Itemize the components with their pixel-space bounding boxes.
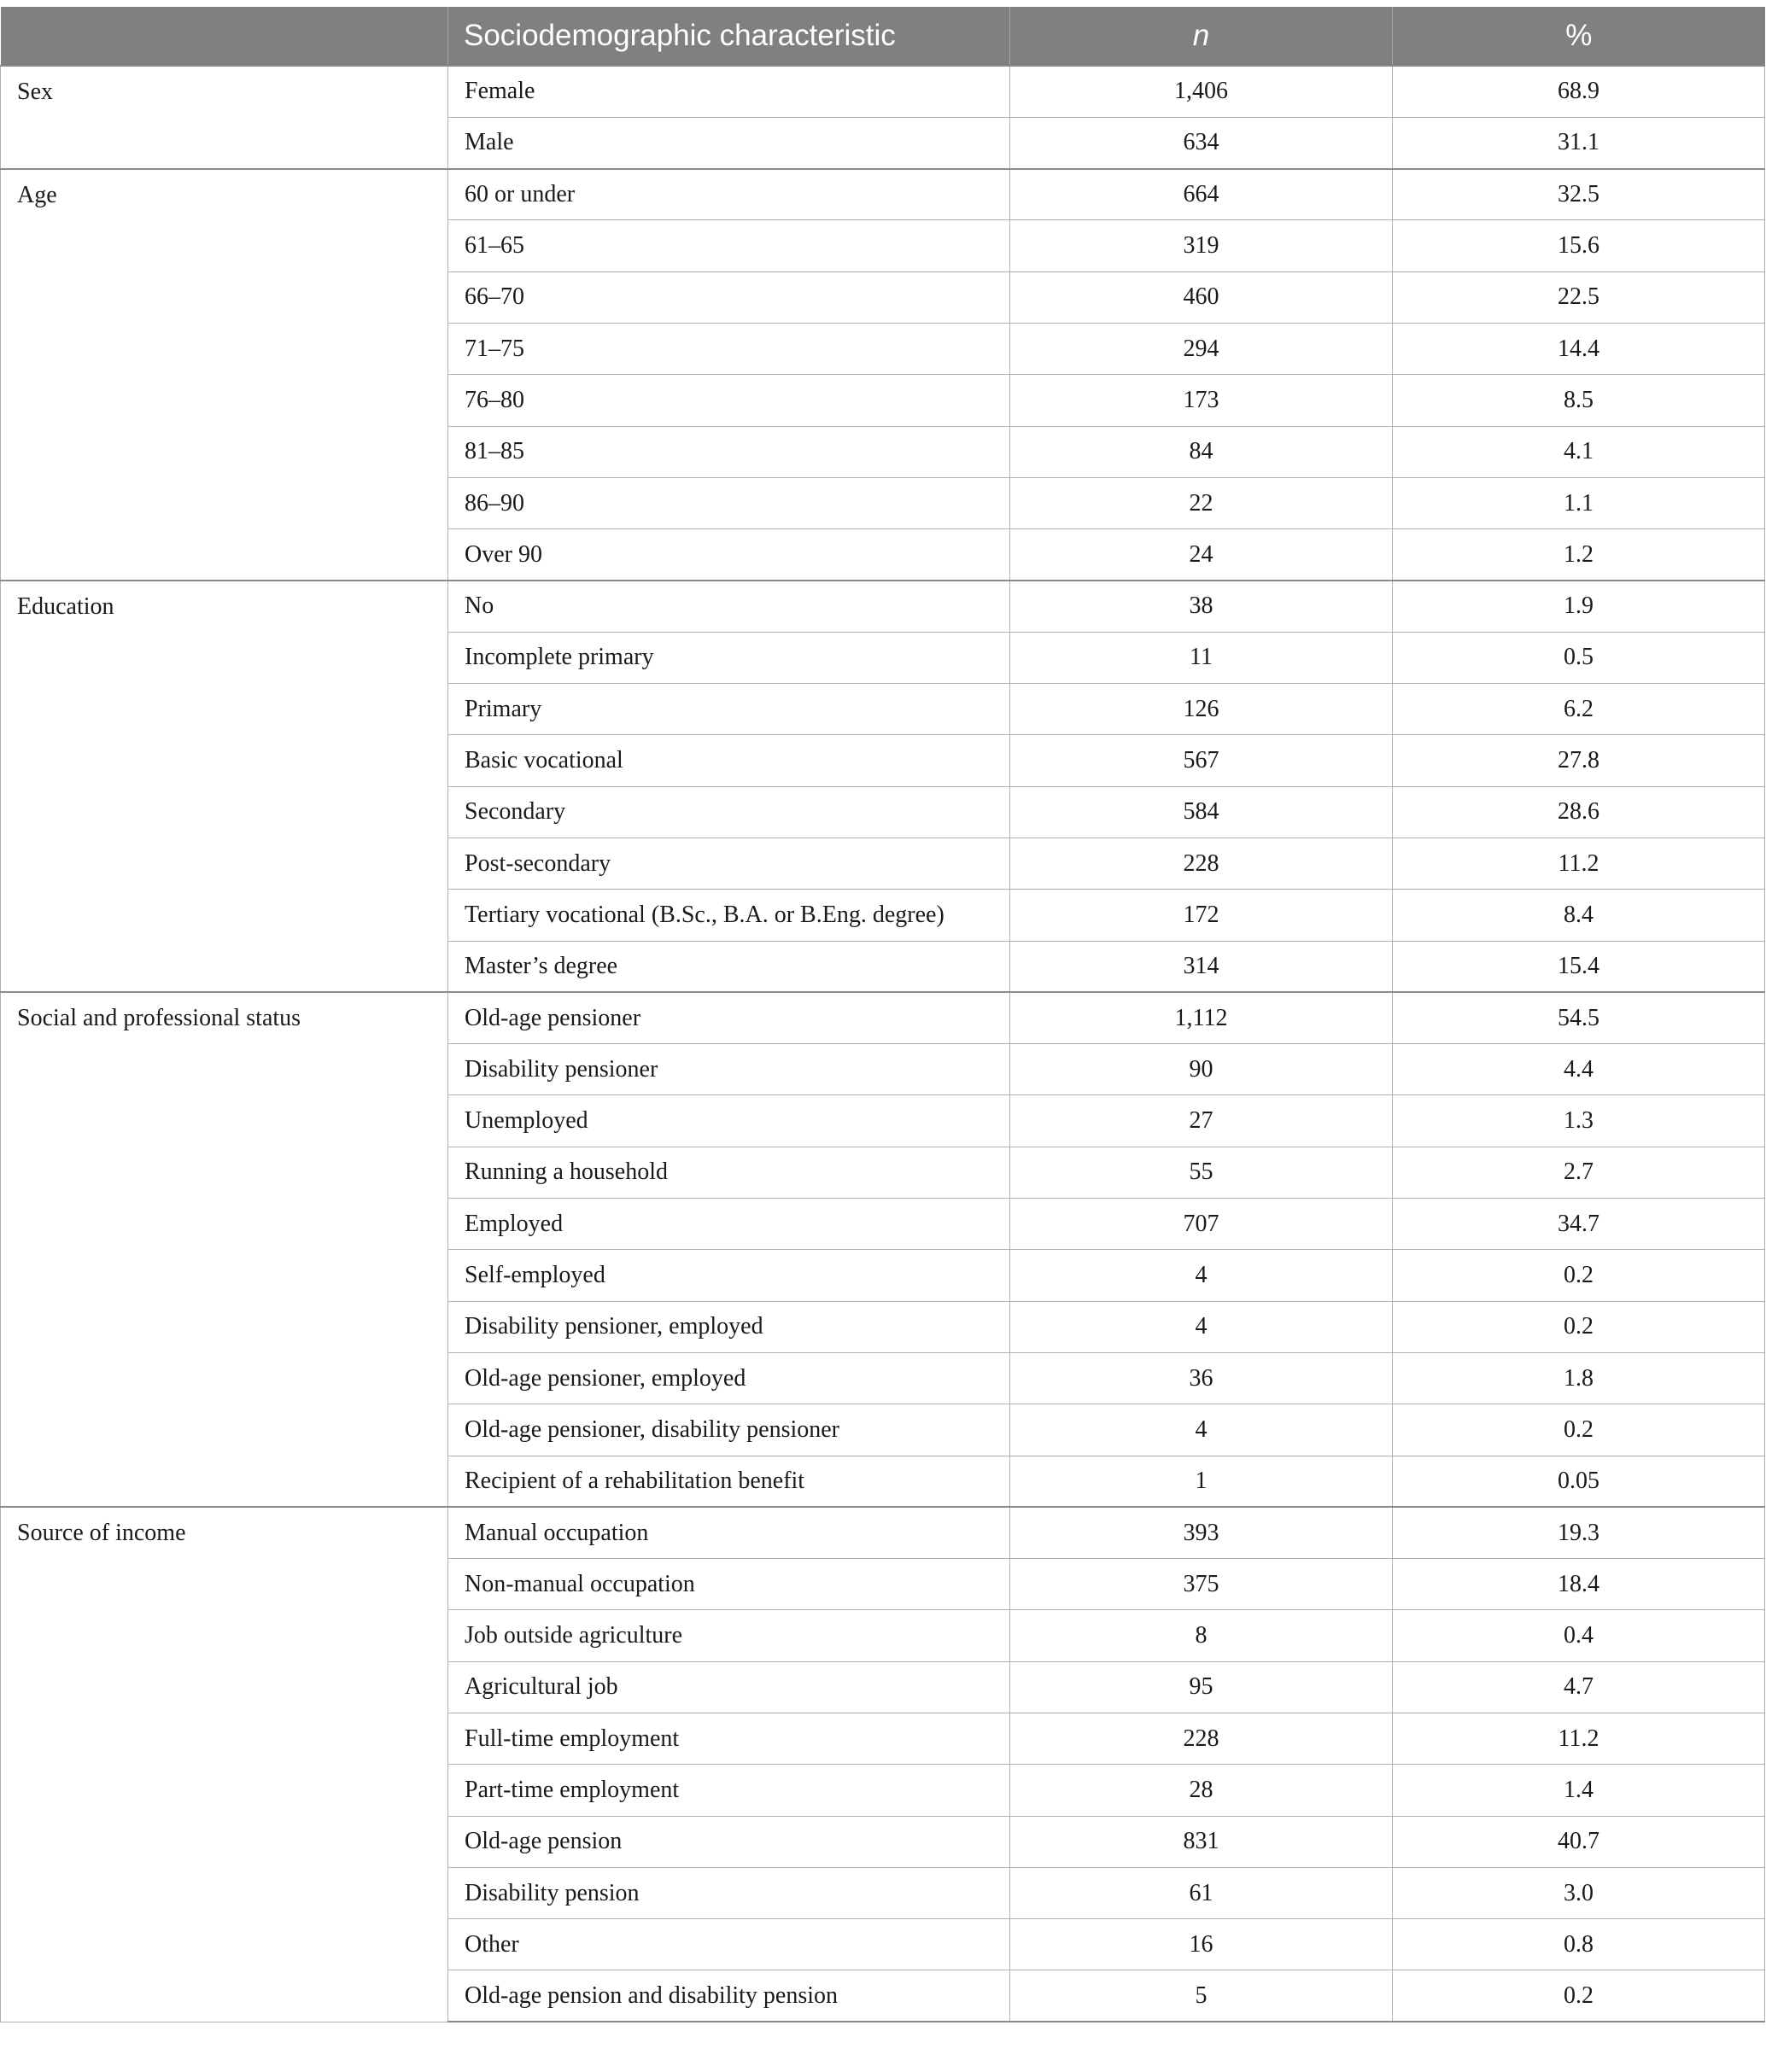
percent-cell: 0.8	[1393, 1919, 1765, 1970]
sociodemographic-table	[0, 7, 1765, 2022]
count-cell: 228	[1010, 1713, 1393, 1765]
characteristic-label: Manual occupation	[448, 1507, 1010, 1558]
percent-cell: 40.7	[1393, 1816, 1765, 1867]
characteristic-label: Basic vocational	[448, 735, 1010, 786]
characteristic-label: Disability pensioner	[448, 1044, 1010, 1095]
percent-cell: 8.5	[1393, 375, 1765, 426]
percent-cell: 3.0	[1393, 1867, 1765, 1918]
count-cell: 393	[1010, 1507, 1393, 1558]
table-row	[1, 992, 1765, 1043]
count-cell: 172	[1010, 890, 1393, 941]
count-cell: 95	[1010, 1661, 1393, 1713]
characteristic-label: 71–75	[448, 323, 1010, 374]
percent-cell: 32.5	[1393, 169, 1765, 220]
characteristic-label: 60 or under	[448, 169, 1010, 220]
count-cell: 634	[1010, 117, 1393, 168]
characteristic-label: 76–80	[448, 375, 1010, 426]
count-cell: 16	[1010, 1919, 1393, 1970]
count-cell: 1,112	[1010, 992, 1393, 1043]
header-characteristic: Sociodemographic characteristic	[448, 7, 1010, 66]
count-cell: 36	[1010, 1352, 1393, 1404]
header-group-column	[1, 7, 448, 66]
count-cell: 90	[1010, 1044, 1393, 1095]
percent-cell: 34.7	[1393, 1199, 1765, 1250]
table-body	[1, 66, 1765, 2022]
characteristic-label: Over 90	[448, 529, 1010, 581]
percent-cell: 0.2	[1393, 1404, 1765, 1456]
percent-cell: 18.4	[1393, 1559, 1765, 1610]
count-cell: 584	[1010, 786, 1393, 838]
percent-cell: 8.4	[1393, 890, 1765, 941]
count-cell: 375	[1010, 1559, 1393, 1610]
count-cell: 5	[1010, 1970, 1393, 2022]
table-row	[1, 66, 1765, 117]
percent-cell: 54.5	[1393, 992, 1765, 1043]
characteristic-label: Self-employed	[448, 1250, 1010, 1301]
characteristic-label: 61–65	[448, 220, 1010, 271]
percent-cell: 31.1	[1393, 117, 1765, 168]
characteristic-label: Tertiary vocational (B.Sc., B.A. or B.Eng. degree)	[448, 890, 1010, 941]
percent-cell: 1.2	[1393, 529, 1765, 581]
percent-cell: 15.4	[1393, 941, 1765, 992]
characteristic-label: Job outside agriculture	[448, 1610, 1010, 1661]
characteristic-label: Unemployed	[448, 1095, 1010, 1147]
percent-cell: 0.2	[1393, 1301, 1765, 1352]
percent-cell: 14.4	[1393, 323, 1765, 374]
percent-cell: 15.6	[1393, 220, 1765, 271]
table-row	[1, 581, 1765, 632]
characteristic-label: Old-age pensioner, employed	[448, 1352, 1010, 1404]
group-label: Social and professional status	[1, 992, 448, 1507]
count-cell: 228	[1010, 838, 1393, 889]
count-cell: 24	[1010, 529, 1393, 581]
characteristic-label: Agricultural job	[448, 1661, 1010, 1713]
header-row	[1, 7, 1765, 66]
count-cell: 84	[1010, 426, 1393, 477]
count-cell: 4	[1010, 1301, 1393, 1352]
count-cell: 8	[1010, 1610, 1393, 1661]
characteristic-label: Employed	[448, 1199, 1010, 1250]
count-cell: 1	[1010, 1456, 1393, 1507]
table-row	[1, 1507, 1765, 1558]
count-cell: 4	[1010, 1404, 1393, 1456]
group-label: Source of income	[1, 1507, 448, 2022]
count-cell: 55	[1010, 1147, 1393, 1198]
characteristic-label: Old-age pension	[448, 1816, 1010, 1867]
percent-cell: 0.2	[1393, 1970, 1765, 2022]
characteristic-label: Old-age pensioner	[448, 992, 1010, 1043]
characteristic-label: Part-time employment	[448, 1765, 1010, 1816]
characteristic-label: Male	[448, 117, 1010, 168]
characteristic-label: Disability pension	[448, 1867, 1010, 1918]
count-cell: 707	[1010, 1199, 1393, 1250]
count-cell: 27	[1010, 1095, 1393, 1147]
percent-cell: 1.4	[1393, 1765, 1765, 1816]
percent-cell: 1.3	[1393, 1095, 1765, 1147]
header-percent: %	[1393, 7, 1765, 66]
characteristic-label: Disability pensioner, employed	[448, 1301, 1010, 1352]
characteristic-label: Post-secondary	[448, 838, 1010, 889]
percent-cell: 0.5	[1393, 632, 1765, 683]
characteristic-label: Old-age pension and disability pension	[448, 1970, 1010, 2022]
percent-cell: 0.4	[1393, 1610, 1765, 1661]
count-cell: 1,406	[1010, 66, 1393, 117]
characteristic-label: Running a household	[448, 1147, 1010, 1198]
group-label: Education	[1, 581, 448, 992]
table-row	[1, 169, 1765, 220]
percent-cell: 19.3	[1393, 1507, 1765, 1558]
group-label: Age	[1, 169, 448, 581]
count-cell: 38	[1010, 581, 1393, 632]
group-label: Sex	[1, 66, 448, 169]
characteristic-label: 81–85	[448, 426, 1010, 477]
percent-cell: 22.5	[1393, 271, 1765, 323]
characteristic-label: Other	[448, 1919, 1010, 1970]
percent-cell: 4.4	[1393, 1044, 1765, 1095]
characteristic-label: Full-time employment	[448, 1713, 1010, 1765]
table-header	[1, 7, 1765, 66]
characteristic-label: 66–70	[448, 271, 1010, 323]
percent-cell: 68.9	[1393, 66, 1765, 117]
characteristic-label: Non-manual occupation	[448, 1559, 1010, 1610]
characteristic-label: Female	[448, 66, 1010, 117]
count-cell: 567	[1010, 735, 1393, 786]
percent-cell: 4.1	[1393, 426, 1765, 477]
count-cell: 831	[1010, 1816, 1393, 1867]
count-cell: 664	[1010, 169, 1393, 220]
percent-cell: 1.1	[1393, 477, 1765, 528]
characteristic-label: Old-age pensioner, disability pensioner	[448, 1404, 1010, 1456]
percent-cell: 27.8	[1393, 735, 1765, 786]
percent-cell: 6.2	[1393, 684, 1765, 735]
percent-cell: 11.2	[1393, 1713, 1765, 1765]
count-cell: 28	[1010, 1765, 1393, 1816]
count-cell: 314	[1010, 941, 1393, 992]
percent-cell: 1.8	[1393, 1352, 1765, 1404]
count-cell: 126	[1010, 684, 1393, 735]
count-cell: 22	[1010, 477, 1393, 528]
characteristic-label: Master’s degree	[448, 941, 1010, 992]
count-cell: 173	[1010, 375, 1393, 426]
count-cell: 11	[1010, 632, 1393, 683]
characteristic-label: Recipient of a rehabilitation benefit	[448, 1456, 1010, 1507]
count-cell: 294	[1010, 323, 1393, 374]
percent-cell: 28.6	[1393, 786, 1765, 838]
characteristic-label: No	[448, 581, 1010, 632]
count-cell: 460	[1010, 271, 1393, 323]
percent-cell: 0.05	[1393, 1456, 1765, 1507]
percent-cell: 2.7	[1393, 1147, 1765, 1198]
header-n: n	[1010, 7, 1393, 66]
percent-cell: 1.9	[1393, 581, 1765, 632]
count-cell: 4	[1010, 1250, 1393, 1301]
count-cell: 319	[1010, 220, 1393, 271]
percent-cell: 0.2	[1393, 1250, 1765, 1301]
characteristic-label: 86–90	[448, 477, 1010, 528]
percent-cell: 4.7	[1393, 1661, 1765, 1713]
count-cell: 61	[1010, 1867, 1393, 1918]
characteristic-label: Primary	[448, 684, 1010, 735]
characteristic-label: Secondary	[448, 786, 1010, 838]
characteristic-label: Incomplete primary	[448, 632, 1010, 683]
percent-cell: 11.2	[1393, 838, 1765, 889]
